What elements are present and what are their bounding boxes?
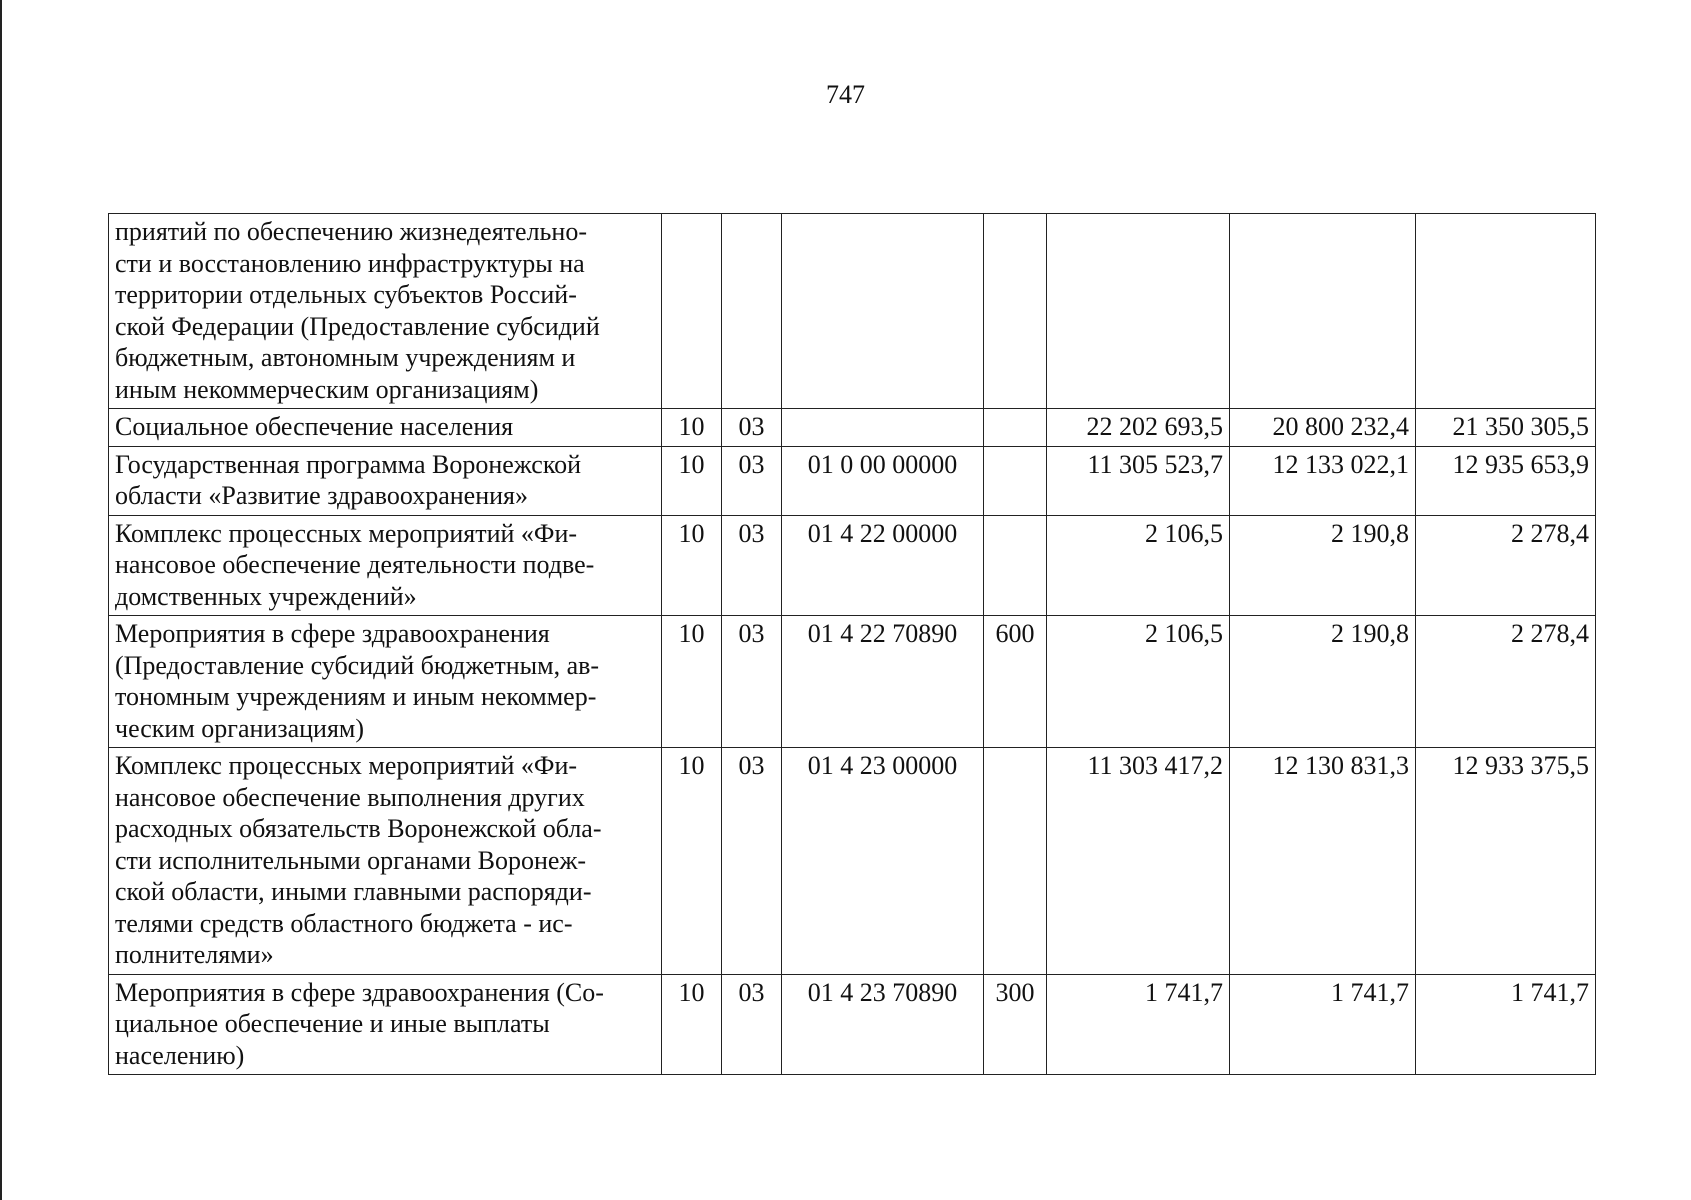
cell-expense-type [984, 515, 1047, 616]
cell-section: 10 [662, 515, 722, 616]
cell-amount-year-1: 22 202 693,5 [1047, 409, 1230, 447]
cell-name: Государственная программа Воронежской области «Развитие здравоохранения» [109, 446, 662, 515]
cell-name: Комплекс процессных мероприятий «Фи- нансовое обеспечение выполнения других расходных обязательств Воронежской обла- сти исполнительными органами Воронеж- ской области, иными главными распоряди- телями средств областного бюджета - ис- полнителями» [109, 748, 662, 975]
cell-subsection: 03 [722, 446, 782, 515]
cell-amount-year-2: 12 130 831,3 [1230, 748, 1416, 975]
cell-section: 10 [662, 616, 722, 748]
cell-amount-year-3: 2 278,4 [1416, 515, 1596, 616]
table-row [109, 446, 1596, 515]
cell-amount-year-2 [1230, 214, 1416, 409]
cell-subsection: 03 [722, 974, 782, 1075]
page-edge-line [0, 0, 2, 1200]
cell-subsection: 03 [722, 748, 782, 975]
cell-amount-year-3: 12 933 375,5 [1416, 748, 1596, 975]
page-number: 747 [826, 80, 865, 109]
table-row [109, 515, 1596, 616]
cell-amount-year-3: 21 350 305,5 [1416, 409, 1596, 447]
cell-target-article: 01 4 23 70890 [782, 974, 984, 1075]
cell-target-article: 01 4 23 00000 [782, 748, 984, 975]
cell-amount-year-3: 2 278,4 [1416, 616, 1596, 748]
cell-target-article: 01 0 00 00000 [782, 446, 984, 515]
cell-subsection [722, 214, 782, 409]
cell-amount-year-3: 12 935 653,9 [1416, 446, 1596, 515]
cell-expense-type: 300 [984, 974, 1047, 1075]
cell-amount-year-1: 2 106,5 [1047, 616, 1230, 748]
cell-name: Комплекс процессных мероприятий «Фи- нансовое обеспечение деятельности подве- домственных учреждений» [109, 515, 662, 616]
cell-expense-type [984, 748, 1047, 975]
cell-target-article: 01 4 22 00000 [782, 515, 984, 616]
table-body [109, 214, 1596, 1075]
table-row [109, 748, 1596, 975]
budget-table [108, 213, 1596, 1075]
cell-name: Мероприятия в сфере здравоохранения (Со- циальное обеспечение и иные выплаты населению) [109, 974, 662, 1075]
cell-target-article [782, 214, 984, 409]
cell-amount-year-3 [1416, 214, 1596, 409]
table-row [109, 974, 1596, 1075]
table-row [109, 214, 1596, 409]
cell-amount-year-2: 2 190,8 [1230, 616, 1416, 748]
cell-target-article: 01 4 22 70890 [782, 616, 984, 748]
cell-section: 10 [662, 409, 722, 447]
cell-expense-type [984, 409, 1047, 447]
cell-amount-year-1: 11 303 417,2 [1047, 748, 1230, 975]
cell-amount-year-1: 2 106,5 [1047, 515, 1230, 616]
cell-amount-year-3: 1 741,7 [1416, 974, 1596, 1075]
cell-amount-year-1: 1 741,7 [1047, 974, 1230, 1075]
cell-section: 10 [662, 446, 722, 515]
cell-amount-year-2: 20 800 232,4 [1230, 409, 1416, 447]
cell-name: приятий по обеспечению жизнедеятельно- сти и восстановлению инфраструктуры на территории отдельных субъектов Россий- ской Федерации (Предоставление субсидий бюджетным, автономным учреждениям и иным некоммерческим организациям) [109, 214, 662, 409]
cell-subsection: 03 [722, 515, 782, 616]
cell-expense-type [984, 214, 1047, 409]
cell-section: 10 [662, 748, 722, 975]
cell-expense-type [984, 446, 1047, 515]
cell-subsection: 03 [722, 409, 782, 447]
cell-expense-type: 600 [984, 616, 1047, 748]
cell-name: Социальное обеспечение населения [109, 409, 662, 447]
cell-amount-year-1 [1047, 214, 1230, 409]
cell-name: Мероприятия в сфере здравоохранения (Предоставление субсидий бюджетным, ав- тономным учреждениям и иным некоммер- ческим организациям) [109, 616, 662, 748]
cell-subsection: 03 [722, 616, 782, 748]
cell-amount-year-2: 2 190,8 [1230, 515, 1416, 616]
cell-amount-year-2: 1 741,7 [1230, 974, 1416, 1075]
cell-section [662, 214, 722, 409]
cell-target-article [782, 409, 984, 447]
cell-amount-year-1: 11 305 523,7 [1047, 446, 1230, 515]
table-row [109, 616, 1596, 748]
cell-section: 10 [662, 974, 722, 1075]
table-row [109, 409, 1596, 447]
cell-amount-year-2: 12 133 022,1 [1230, 446, 1416, 515]
